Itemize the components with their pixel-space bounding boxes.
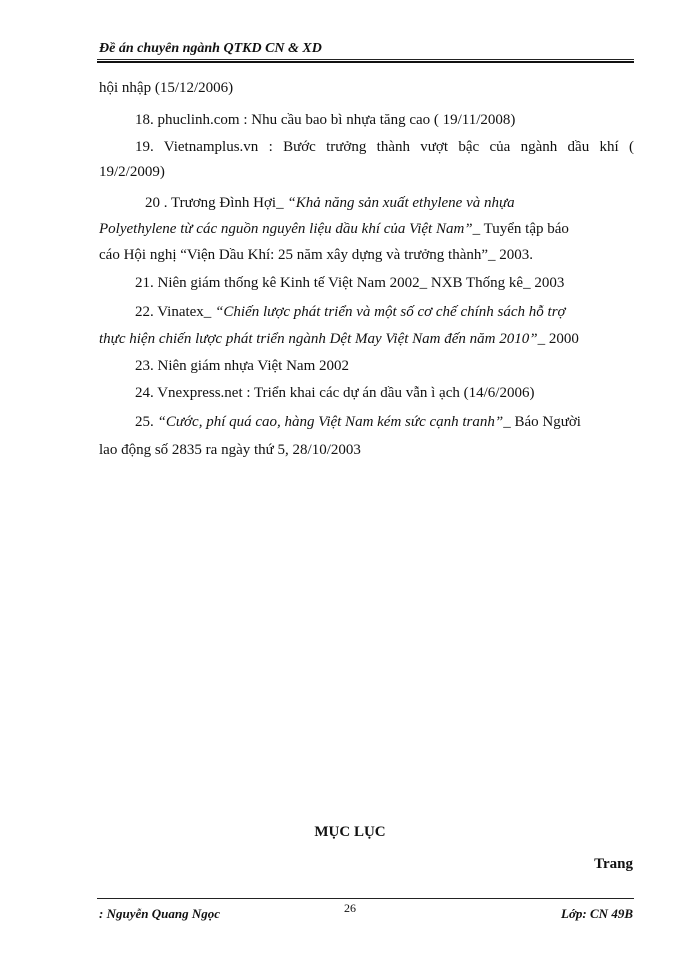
header-rule-thick [97,61,634,63]
footer-page-number: 26 [344,901,356,915]
reference-18: 18. phuclinh.com : Nhu cầu bao bì nhựa tăng cao ( 19/11/2008) [135,112,516,128]
toc-heading: MỤC LỤC [314,824,386,840]
reference-22-line-2 [99,330,579,348]
reference-20-author: 20 . Trương Đình Hợi_ [145,195,284,211]
reference-25-title: “Cước, phí quá cao, hàng Việt Nam kém sức cạnh tranh” [157,414,504,430]
reference-22-line-1 [135,303,566,321]
reference-21: 21. Niên giám thống kê Kinh tế Việt Nam 2002_ NXB Thống kê_ 2003 [135,275,565,291]
reference-20-line-3: cáo Hội nghị “Viện Dầu Khí: 25 năm xây dựng và trưởng thành”_ 2003. [99,247,534,263]
reference-22-title-part-2: thực hiện chiến lược phát triển ngành Dệt May Việt Nam đến năm 2010” [99,331,538,347]
header-title: Đề án chuyên ngành QTKD CN & XD [99,41,322,56]
footer-class: Lớp: CN 49B [561,906,633,921]
reference-20-source: _ Tuyển tập báo [472,221,569,237]
reference-25-line-1 [135,413,581,431]
reference-20-line-1 [145,194,515,212]
footer-rule [97,898,634,899]
reference-25-source: _ Báo Người [503,414,581,430]
reference-25-number: 25. [135,414,154,430]
reference-19-line-1: 19. Vietnamplus.vn : Bước trưởng thành vượt bậc của ngành dầu khí ( [135,139,634,155]
toc-page-column-label: Trang [594,856,633,872]
reference-22-title-part-1: “Chiến lược phát triển và một số cơ chế chính sách hỗ trợ [215,304,566,320]
reference-25-line-2: lao động số 2835 ra ngày thứ 5, 28/10/2003 [99,442,361,458]
reference-22-author: 22. Vinatex_ [135,304,212,320]
reference-20-title-part-1: “Khả năng sản xuất ethylene và nhựa [287,195,515,211]
reference-20-title-part-2: Polyethylene từ các nguồn nguyên liệu dầu khí của Việt Nam” [99,221,473,237]
reference-19-line-2: 19/2/2009) [99,164,165,180]
reference-23: 23. Niên giám nhựa Việt Nam 2002 [135,358,349,374]
reference-20-line-2 [99,220,569,238]
footer-author: : Nguyễn Quang Ngọc [99,906,220,921]
reference-17-continuation: hội nhập (15/12/2006) [99,80,234,96]
reference-22-year: _ 2000 [537,331,579,347]
header-rule [97,59,634,60]
reference-24: 24. Vnexpress.net : Triển khai các dự án dầu vẫn ì ạch (14/6/2006) [135,385,535,401]
